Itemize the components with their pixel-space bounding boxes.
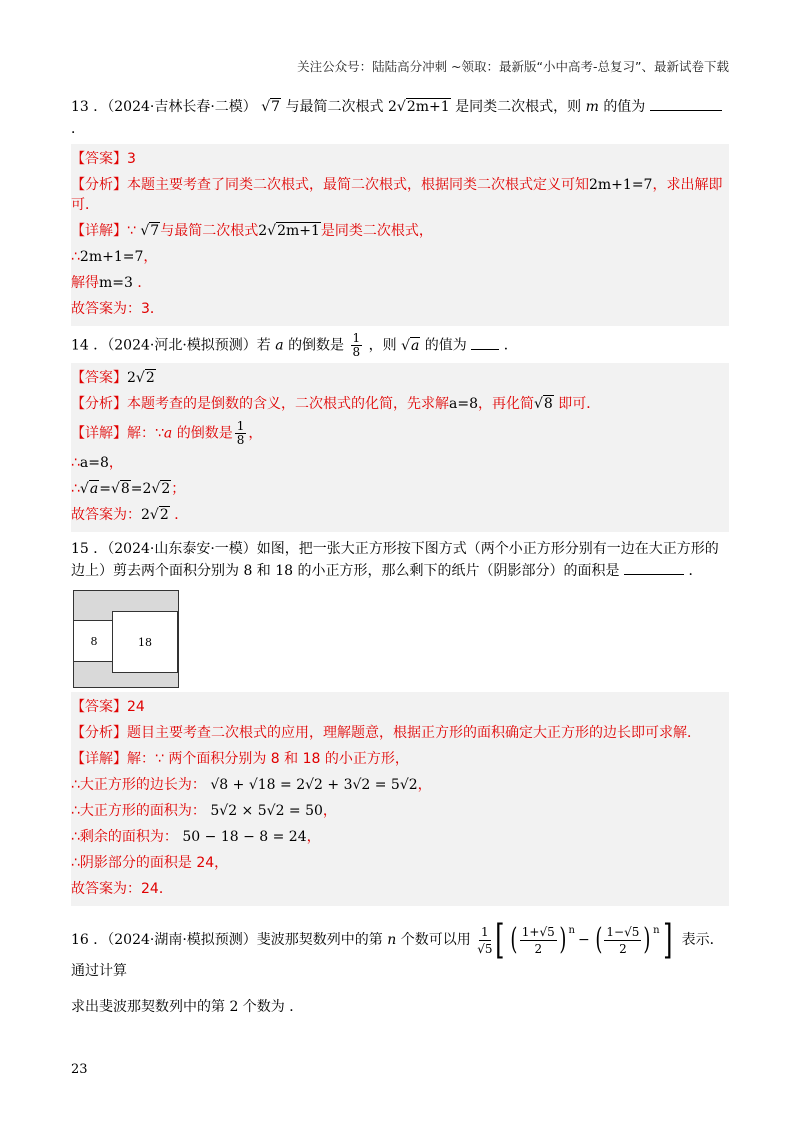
detail-line: 【详解】解：∵a 的倒数是 $\frac{1}{8}$ ， <box>71 419 263 447</box>
q15-line1: 15 ．（2024·山东泰安·一模）如图，把一张大正方形按下图方式（两个小正方形分别有一边在大正方形的 <box>71 541 719 557</box>
sqrt-a: √a <box>401 337 420 354</box>
q14-text-c: ，则 <box>368 337 397 354</box>
fibonacci-formula: $\frac{1}{√5}$ [ ( $\frac{1+√5}{2}$ ) $^n$ − ( $\frac{1-√5}{2}$ ) $^n$ ] <box>477 917 673 963</box>
question-13-prefix: 13 ．（2024·吉林长春·二模） <box>71 99 257 115</box>
detail-step: ∴大正方形的边长为： √8 + √18 = 2√2 + 3√2 = 5√2， <box>71 777 432 793</box>
question-16 <box>71 917 729 1018</box>
q14-end: ． <box>503 337 518 354</box>
detail-step: ∴2m+1=7， <box>71 249 158 265</box>
solution-13 <box>71 144 729 326</box>
q16-line2: 求出斐波那契数列中的第 2 个数为 <box>71 999 285 1015</box>
question-14-prefix: 14 ．（2024·河北·模拟预测）若 <box>71 337 271 354</box>
answer-line: 【答案】3 <box>71 151 136 167</box>
final-answer: 故答案为：3． <box>71 301 164 317</box>
q16-text-b: 个数可以用 <box>400 932 471 948</box>
answer-blank[interactable] <box>471 335 499 350</box>
q16-text-c: 表示．通过计算 <box>71 932 724 979</box>
document-body <box>71 96 729 1018</box>
question-14 <box>71 332 729 359</box>
solution-14 <box>71 363 729 532</box>
solution-15 <box>71 692 729 906</box>
q13-text-b: 是同类二次根式，则 <box>455 99 582 115</box>
final-answer: 故答案为：24． <box>71 881 173 897</box>
q14-var: a <box>275 337 284 354</box>
answer-blank[interactable] <box>624 560 684 575</box>
answer-blank[interactable] <box>650 96 722 111</box>
small-square-18: 18 <box>112 611 178 673</box>
question-15 <box>71 538 729 582</box>
square-figure <box>73 590 179 688</box>
detail-step: ∴√a=√8=2√2； <box>71 481 186 497</box>
q13-var: m <box>585 99 599 115</box>
detail-line: 【详解】解：∵ 两个面积分别为 8 和 18 的小正方形， <box>71 751 409 767</box>
detail-step: ∴大正方形的面积为： 5√2 × 5√2 = 50， <box>71 803 337 819</box>
header-note: 关注公众号：陆陆高分冲刺 ~领取：最新版“小中高考-总复习”、最新试卷下载 <box>297 59 729 74</box>
question-13 <box>71 96 729 140</box>
answer-line: 【答案】24 <box>71 699 145 715</box>
analysis-line: 【分析】题目主要考查二次根式的应用，理解题意，根据正方形的面积确定大正方形的边长即可求解． <box>71 725 701 741</box>
detail-step: ∴阴影部分的面积是 24， <box>71 855 229 871</box>
detail-step: ∴a=8， <box>71 455 123 471</box>
sqrt-7: √7 <box>261 99 281 115</box>
q13-end: ． <box>71 121 85 137</box>
q16-end: ． <box>289 999 304 1015</box>
sqrt-2m1: √2m+1 <box>396 99 450 115</box>
analysis-line: 【分析】本题主要考查了同类二次根式，最简二次根式，根据同类二次根式定义可知2m+1=7，求出解即 可． <box>71 177 723 213</box>
detail-line: 【详解】∵ √7与最简二次根式2√2m+1是同类二次根式， <box>71 223 433 239</box>
q16-var: n <box>387 932 397 948</box>
analysis-line: 【分析】本题考查的是倒数的含义，二次根式的化简，先求解a=8，再化简√8 即可． <box>71 396 601 412</box>
q13-text-a: 与最简二次根式 <box>285 99 384 115</box>
q16-prefix: 16 ．（2024·湖南·模拟预测）斐波那契数列中的第 <box>71 932 383 948</box>
q15-line2: 边上）剪去两个面积分别为 8 和 18 的小正方形，那么剩下的纸片（阴影部分）的面积是 <box>71 563 620 579</box>
final-answer: 故答案为：2√2 ． <box>71 507 189 523</box>
page-number: 23 <box>71 1062 88 1077</box>
fraction-1-8: $\frac{1}{8}$ <box>352 331 361 359</box>
q14-text-d: 的值为 <box>424 337 467 354</box>
q15-end: ． <box>688 563 703 579</box>
small-square-8: 8 <box>73 620 115 662</box>
answer-line: 【答案】2√2 <box>71 370 155 386</box>
q13-coef: 2 <box>388 99 397 115</box>
detail-step: ∴剩余的面积为： 50 − 18 − 8 = 24， <box>71 829 321 845</box>
q14-text-b: 的倒数是 <box>288 337 345 354</box>
q13-text-c: 的值为 <box>603 99 646 115</box>
detail-step: 解得m=3 ． <box>71 275 152 291</box>
